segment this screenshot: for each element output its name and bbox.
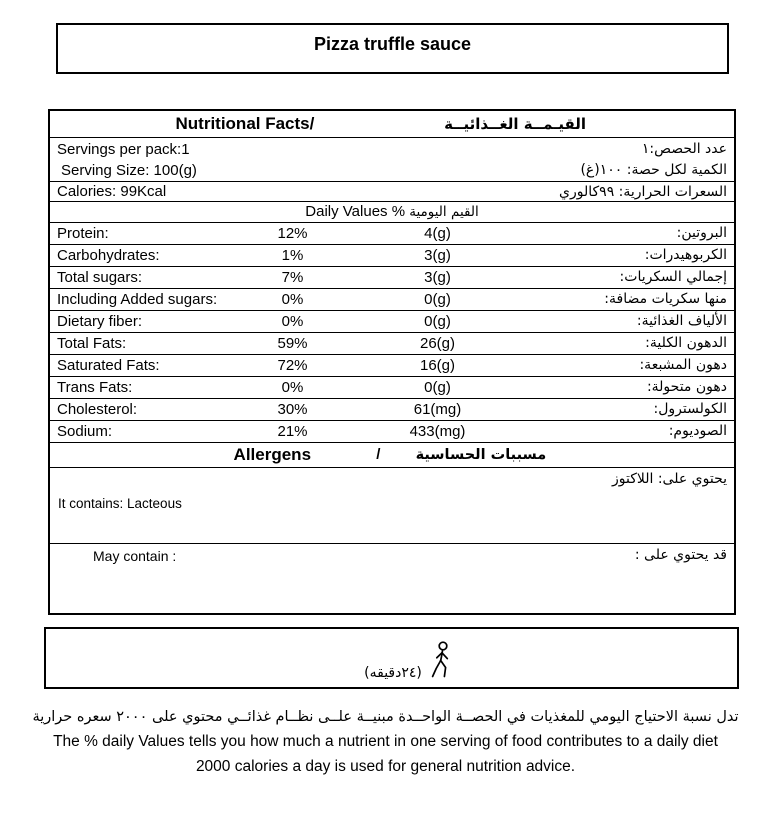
- nutrient-name-en: Carbohydrates:: [57, 247, 160, 264]
- walking-duration-label: (٢٤دقيقه): [364, 665, 422, 681]
- servings-block-en: [50, 138, 197, 181]
- nutrient-row: [50, 223, 734, 245]
- nutrient-name-en: Cholesterol:: [57, 401, 138, 418]
- nutrient-row: [50, 377, 734, 399]
- may-contain-section: [50, 544, 734, 613]
- nutrient-name-en: Sodium:: [57, 423, 113, 440]
- contains-section: [50, 468, 734, 544]
- servings-block-ar: [580, 138, 734, 181]
- nutrient-name-ar: الألياف الغذائية:: [636, 313, 727, 329]
- servings-row: [50, 138, 734, 182]
- nutrient-daily-percent: 12%: [277, 225, 308, 242]
- nutrient-row: [50, 355, 734, 377]
- nutrient-daily-percent: 0%: [281, 379, 304, 396]
- nutrient-name-ar: الدهون الكلية:: [645, 335, 727, 351]
- nutrient-daily-percent: 21%: [277, 423, 308, 440]
- nutrient-daily-percent: 7%: [281, 269, 304, 286]
- nutrient-amount: 0(g): [424, 379, 451, 396]
- nutrient-amount: 61(mg): [413, 401, 462, 418]
- nutrient-row: [50, 421, 734, 443]
- nutrient-daily-percent: 0%: [281, 313, 304, 330]
- nutrient-daily-percent: 72%: [277, 357, 308, 374]
- servings-per-pack-ar: عدد الحصص:١: [641, 141, 727, 157]
- facts-title-en: Nutritional Facts/: [175, 114, 315, 133]
- nutrient-amount: 0(g): [424, 291, 451, 308]
- daily-values-row: [50, 202, 734, 223]
- nutrient-name-en: Saturated Fats:: [57, 357, 160, 374]
- may-contain-en: May contain :: [93, 548, 177, 564]
- facts-title-ar: القيـمــة الغــذائيــة: [444, 115, 587, 133]
- nutrient-row: [50, 245, 734, 267]
- nutrient-daily-percent: 59%: [277, 335, 308, 352]
- nutrient-amount: 4(g): [424, 225, 451, 242]
- nutrient-name-en: Dietary fiber:: [57, 313, 143, 330]
- nutrient-daily-percent: 1%: [281, 247, 304, 264]
- nutrient-name-ar: إجمالي السكريات:: [619, 269, 727, 285]
- nutrient-name-ar: منها سكريات مضافة:: [604, 291, 727, 307]
- may-contain-ar: قد يحتوي على :: [634, 547, 727, 563]
- calories-row: [50, 182, 734, 202]
- allergens-header-row: [50, 443, 734, 468]
- nutrient-rows: [50, 223, 734, 443]
- nutrient-name-en: Protein:: [57, 225, 109, 242]
- nutrient-daily-percent: 30%: [277, 401, 308, 418]
- nutrient-name-ar: الصوديوم:: [668, 423, 727, 439]
- nutrient-amount: 3(g): [424, 269, 451, 286]
- nutrient-row: [50, 289, 734, 311]
- nutrient-amount: 26(g): [419, 335, 456, 352]
- serving-size-en: Serving Size: 100(g): [61, 162, 197, 179]
- servings-per-pack-en: Servings per pack:1: [57, 141, 190, 158]
- nutrient-name-en: Trans Fats:: [57, 379, 133, 396]
- footnote-ar: تدل نسبة الاحتياج اليومي للمغذيات في الحصــة الواحــدة مبنيــة علــى نظــام غذائــي محتوي على ٢٠٠٠ سعره حرارية: [32, 709, 739, 725]
- nutrient-amount: 433(mg): [409, 423, 466, 440]
- contains-statement-ar: يحتوي على: اللاكتوز: [611, 471, 727, 487]
- nutrient-daily-percent: 0%: [281, 291, 304, 308]
- nutrient-name-ar: البروتين:: [676, 225, 727, 241]
- nutrient-row: [50, 333, 734, 355]
- nutrient-name-ar: دهون متحولة:: [646, 379, 727, 395]
- allergens-title-ar: مسببات الحساسية: [415, 447, 547, 463]
- nutrient-name-ar: الكولسترول:: [653, 401, 727, 417]
- nutrient-amount: 16(g): [419, 357, 456, 374]
- calories-en: Calories: 99Kcal: [57, 183, 167, 200]
- footnote-en-line2: 2000 calories a day is used for general nutrition advice.: [195, 758, 576, 775]
- serving-size-ar: الكمية لكل حصة: ١٠٠(غ): [580, 162, 727, 178]
- contains-statement-en: It contains: Lacteous: [58, 496, 182, 511]
- nutrient-row: [50, 311, 734, 333]
- allergens-separator: /: [376, 446, 381, 463]
- footnote-en-line1: The % daily Values tells you how much a nutrient in one serving of food contributes to a daily diet: [53, 733, 718, 750]
- nutrient-name-en: Total sugars:: [57, 269, 143, 286]
- product-title: Pizza truffle sauce: [313, 34, 472, 54]
- daily-values-label-en: Daily Values %: [305, 203, 406, 220]
- nutrient-amount: 0(g): [424, 313, 451, 330]
- nutrition-facts-table: [48, 109, 736, 615]
- nutrient-name-en: Including Added sugars:: [57, 291, 218, 308]
- nutrient-name-en: Total Fats:: [57, 335, 127, 352]
- allergens-title-en: Allergens: [233, 445, 312, 464]
- footnote: [0, 705, 771, 779]
- daily-values-label-ar: القيم اليومية: [409, 204, 479, 220]
- nutrient-row: [50, 267, 734, 289]
- calories-ar: السعرات الحرارية: ٩٩كالوري: [559, 184, 727, 200]
- facts-header-row: [50, 111, 734, 138]
- nutrient-row: [50, 399, 734, 421]
- product-title-box: [56, 23, 729, 74]
- nutrient-name-ar: الكربوهيدرات:: [644, 247, 727, 263]
- activity-equivalence-box: [44, 627, 739, 689]
- walking-person-icon: [428, 641, 455, 681]
- nutrient-amount: 3(g): [424, 247, 451, 264]
- activity-content: [364, 641, 455, 681]
- nutrient-name-ar: دهون المشبعة:: [639, 357, 727, 373]
